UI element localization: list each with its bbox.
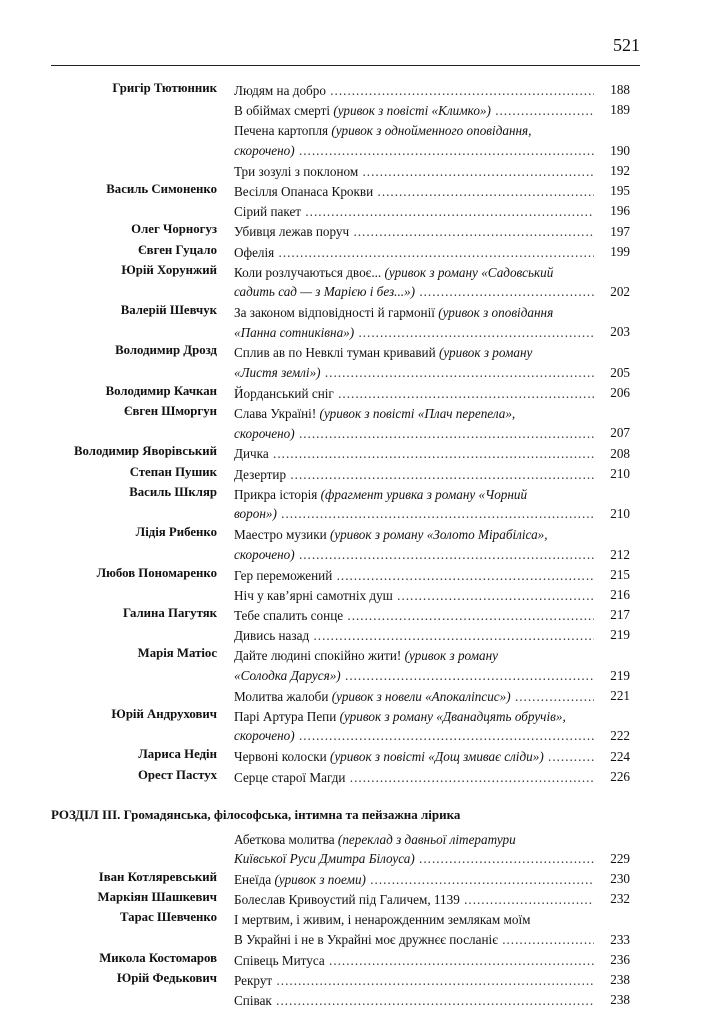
toc-title-text: Маестро музики [234,527,330,543]
toc-title [234,971,594,991]
toc-title-line [234,830,594,850]
toc-title [234,626,594,646]
toc-title-text: Дичка [234,446,269,462]
toc-author: Лідія Рибенко [135,525,217,540]
toc-author: Володимир Дрозд [115,343,217,358]
toc-title-line [234,384,594,404]
toc-entry[interactable] [0,463,714,483]
toc-entry[interactable] [0,79,714,99]
toc-title-line [234,606,594,626]
toc-author: Тарас Шевченко [119,910,217,925]
toc-page-number: 205 [610,364,630,380]
toc-author: Галина Пагутяк [122,605,217,620]
toc-title-line [234,162,594,182]
toc-title-text: Гер переможений [234,567,333,583]
toc-page-number: 226 [610,768,630,784]
toc-title [234,586,594,606]
toc-page-number: 210 [610,465,630,481]
toc-title-line [234,991,594,1011]
toc-title-line [234,768,594,788]
toc-title-note: Київської Руси Дмитра Білоуса) [234,851,415,867]
toc-title-line [234,545,594,565]
toc-title-text: Ніч у кав’ярні самотніх душ [234,587,393,603]
toc-page-number: 188 [610,82,630,98]
toc-title-text: Дайте людині спокійно жити! [234,648,405,664]
toc-entry[interactable] [0,99,714,119]
toc-page-number: 195 [610,183,630,199]
toc-title [234,243,594,263]
toc-author: Юрій Андрухович [111,706,217,721]
toc-title-line [234,465,594,485]
toc-entry[interactable] [0,119,714,159]
toc-title-text: Сірий пакет [234,204,302,220]
toc-author: Василь Симоненко [106,181,217,196]
toc-page-number: 219 [610,667,630,683]
toc-title-line [234,323,594,343]
toc-title-text: Дезертир [234,466,287,482]
toc-title-note: (уривок з роману [438,345,533,361]
toc-title-text: Болеслав Кривоустий під Галичем, 1139 [234,892,460,908]
toc-title-line [234,971,594,991]
toc-title-note: (уривок з оповідання [438,305,554,321]
toc-title-text: Прикра історія [234,486,321,502]
toc-author: Марія Матіос [137,646,217,661]
toc-title [234,263,594,302]
toc-author: Степан Пушик [129,464,217,479]
toc-entry[interactable] [0,868,714,888]
toc-title-line [234,222,594,242]
toc-title-line [234,687,594,707]
toc-title-note: скорочено) [234,425,295,441]
toc-title-note: (фрагмент уривка з роману «Чорний [320,486,528,502]
toc-title-text: Дивись назад [234,628,310,644]
toc-page-number: 203 [610,324,630,340]
toc-title [234,606,594,626]
table-of-contents [0,79,714,1009]
toc-page-number: 229 [610,851,630,867]
toc-title-text: Йорданський сніг [234,385,334,401]
toc-page-number: 208 [610,445,630,461]
toc-author: Григір Тютюнник [112,81,217,95]
toc-title-line [234,121,594,141]
toc-entry[interactable] [0,888,714,908]
toc-title-line [234,586,594,606]
toc-title-line [234,81,594,101]
toc-title-note: (уривок з однойменного оповідання, [331,123,532,139]
toc-title-note: ворон») [234,506,277,522]
toc-title-text: Офелія [234,244,275,260]
toc-title-note: «Листя землі») [234,364,321,380]
toc-title [234,81,594,101]
toc-title-note: скорочено) [234,728,295,744]
toc-title [234,303,594,342]
toc-page-number: 238 [610,992,630,1008]
toc-page-number: 207 [610,425,630,441]
toc-title-line [234,504,594,524]
toc-page-number: 222 [610,728,630,744]
header-rule [51,65,640,66]
toc-author: Маркіян Шашкевич [97,890,217,905]
toc-title-note: «Солодка Даруся») [234,667,341,683]
toc-title-note: скорочено) [234,546,295,562]
toc-title [234,951,594,971]
toc-title-line [234,303,594,323]
toc-title-line [234,263,594,283]
toc-title-line [234,404,594,424]
toc-title-line [234,890,594,910]
toc-page-number: 238 [610,972,630,988]
toc-page-number: 224 [610,748,630,764]
toc-title [234,404,594,443]
toc-title [234,566,594,586]
toc-entry[interactable] [0,402,714,442]
toc-author: Лариса Недін [138,747,217,762]
toc-title-text: Убивця лежав поруч [234,224,350,240]
toc-page-number: 219 [610,627,630,643]
toc-entry[interactable] [0,685,714,705]
toc-title-line [234,726,594,746]
toc-title-text: Весілля Опанаса Крокви [234,183,374,199]
toc-entry[interactable] [0,442,714,462]
toc-title [234,646,594,685]
toc-title-line [234,243,594,263]
toc-title-line [234,626,594,646]
toc-entry[interactable] [0,766,714,786]
toc-page-number: 206 [610,385,630,401]
toc-page-number: 217 [610,607,630,623]
toc-title [234,830,594,869]
toc-title-text: В Украйні і не в Украйні моє дружнєє посланіє [234,931,498,947]
toc-entry[interactable] [0,261,714,301]
toc-title [234,162,594,182]
toc-title-note: (уривок з поеми) [274,872,366,888]
toc-title-note: «Панна сотниківна») [234,324,355,340]
toc-title-text: І мертвим, і живим, і ненарожденним землякам моїм [234,912,531,928]
toc-page-number: 196 [610,203,630,219]
toc-author: Іван Котляревський [98,870,217,885]
toc-entry[interactable] [0,949,714,969]
toc-title-text: Тебе спалить сонце [234,607,344,623]
toc-entry[interactable] [0,523,714,563]
toc-author: Євген Шморгун [123,404,217,419]
toc-title-text: Рекрут [234,973,273,989]
toc-entry[interactable] [0,160,714,180]
toc-title-line [234,849,594,869]
toc-page-number: 189 [610,102,630,118]
toc-title-note: (уривок з роману [404,648,499,664]
toc-title-note: (переклад з давньої літератури [337,831,516,847]
toc-title-text: Абеткова молитва [234,831,338,847]
toc-title-note: (уривок з роману «Садовський [384,264,554,280]
toc-title-line [234,666,594,686]
toc-title-line [234,282,594,302]
toc-title-text: Червоні колоски [234,749,331,765]
toc-author: Володимир Яворівський [74,444,217,459]
toc-title-note: (уривок з повісті «Климко») [333,103,491,119]
toc-title [234,747,594,767]
toc-author: Любов Пономаренко [96,565,217,580]
toc-title-text: Співак [234,993,272,1009]
toc-title-note: (уривок з роману «Дванадцять обручів», [339,708,566,724]
toc-page-number: 197 [610,223,630,239]
toc-title [234,222,594,242]
page-number: 521 [613,35,640,55]
toc-author: Василь Шкляр [129,484,217,499]
toc-title [234,525,594,564]
toc-title-line [234,910,594,930]
toc-title-text: Молитва жалоби [234,688,332,704]
toc-title [234,687,594,707]
toc-page-number: 192 [610,162,630,178]
toc-entry[interactable] [0,705,714,745]
toc-author: Олег Чорногуз [131,222,217,237]
toc-title-line [234,101,594,121]
toc-title-note: садить сад — з Марією і без...») [234,284,416,300]
toc-title-note: скорочено) [234,142,295,158]
toc-title [234,870,594,890]
toc-entry[interactable] [0,604,714,624]
toc-author: Володимир Качкан [105,383,217,398]
toc-title-line [234,343,594,363]
toc-entry[interactable] [0,624,714,644]
toc-title [234,444,594,464]
toc-title-line [234,870,594,890]
toc-title-note: (уривок з повісті «Дощ змиває сліди») [330,749,544,765]
toc-entry[interactable] [0,644,714,684]
toc-page-number: 233 [610,931,630,947]
toc-title-line [234,525,594,545]
toc-author: Валерій Шевчук [120,303,217,318]
toc-entry[interactable] [0,908,714,948]
toc-title-note: (уривок з новели «Апокаліпсис») [331,688,511,704]
toc-entry[interactable] [0,341,714,381]
toc-title [234,182,594,202]
toc-title-text: Серце старої Магди [234,769,346,785]
toc-title [234,890,594,910]
toc-title-text: Сплив ав по Невклі туман кривавий [234,345,439,361]
toc-author: Юрій Федькович [116,971,217,986]
section-heading [0,798,714,828]
toc-title-text: За законом відповідності й гармонії [234,305,439,321]
toc-author: Микола Костомаров [99,950,217,965]
toc-title-text: В обіймах смерті [234,103,334,119]
toc-title-line [234,141,594,161]
toc-title-text: Співець Митуса [234,952,325,968]
toc-page-number: 236 [610,952,630,968]
toc-author: Євген Гуцало [138,242,217,257]
toc-title [234,910,594,949]
toc-title [234,384,594,404]
toc-title-line [234,566,594,586]
toc-page-number: 215 [610,566,630,582]
toc-title-note: (уривок з роману «Золото Мірабіліса», [330,527,548,543]
toc-author: Орест Пастух [137,767,217,782]
toc-title-line [234,202,594,222]
toc-entry[interactable] [0,241,714,261]
toc-title [234,991,594,1011]
toc-page-number: 212 [610,546,630,562]
toc-title-text: Енеїда [234,872,275,888]
toc-title [234,343,594,382]
toc-author: Юрій Хорунжий [121,262,217,277]
toc-entry[interactable] [0,564,714,584]
toc-title-line [234,444,594,464]
toc-page-number: 210 [610,506,630,522]
section-heading-text: РОЗДІЛ ІІІ. Громадянська, філософська, інтимна та пейзажна лірика [51,806,461,822]
toc-entry[interactable] [0,828,714,868]
toc-title [234,101,594,121]
toc-page-number: 199 [610,243,630,259]
toc-title-line [234,363,594,383]
toc-entry[interactable] [0,200,714,220]
toc-title-line [234,182,594,202]
toc-title [234,768,594,788]
toc-page-number: 221 [610,687,630,703]
toc-title [234,465,594,485]
toc-title-line [234,747,594,767]
toc-entry[interactable] [0,180,714,200]
toc-title-text: Печена картопля [234,123,332,139]
toc-page-number: 202 [610,284,630,300]
toc-entry[interactable] [0,382,714,402]
toc-title-text: Слава Україні! [234,406,320,422]
toc-title [234,485,594,524]
toc-page-number: 190 [610,142,630,158]
toc-title-line [234,930,594,950]
toc-entry[interactable] [0,584,714,604]
toc-entry[interactable] [0,483,714,523]
toc-title-line [234,485,594,505]
toc-title-text: Парі Артура Пепи [234,708,340,724]
toc-title-text: Коли розлучаються двоє... [234,264,385,280]
toc-title-line [234,646,594,666]
toc-page-number: 232 [610,891,630,907]
toc-title-line [234,707,594,727]
toc-entry[interactable] [0,989,714,1009]
toc-title [234,202,594,222]
toc-title [234,121,594,160]
toc-title [234,707,594,746]
toc-title-line [234,424,594,444]
toc-title-text: Три зозулі з поклоном [234,163,359,179]
toc-title-note: (уривок з повісті «Плач перепела», [319,406,516,422]
toc-title-text: Людям на добро [234,83,326,98]
toc-entry[interactable] [0,220,714,240]
toc-entry[interactable] [0,745,714,765]
toc-page-number: 216 [610,586,630,602]
toc-entry[interactable] [0,301,714,341]
toc-page-number: 230 [610,871,630,887]
toc-entry[interactable] [0,969,714,989]
toc-title-line [234,951,594,971]
